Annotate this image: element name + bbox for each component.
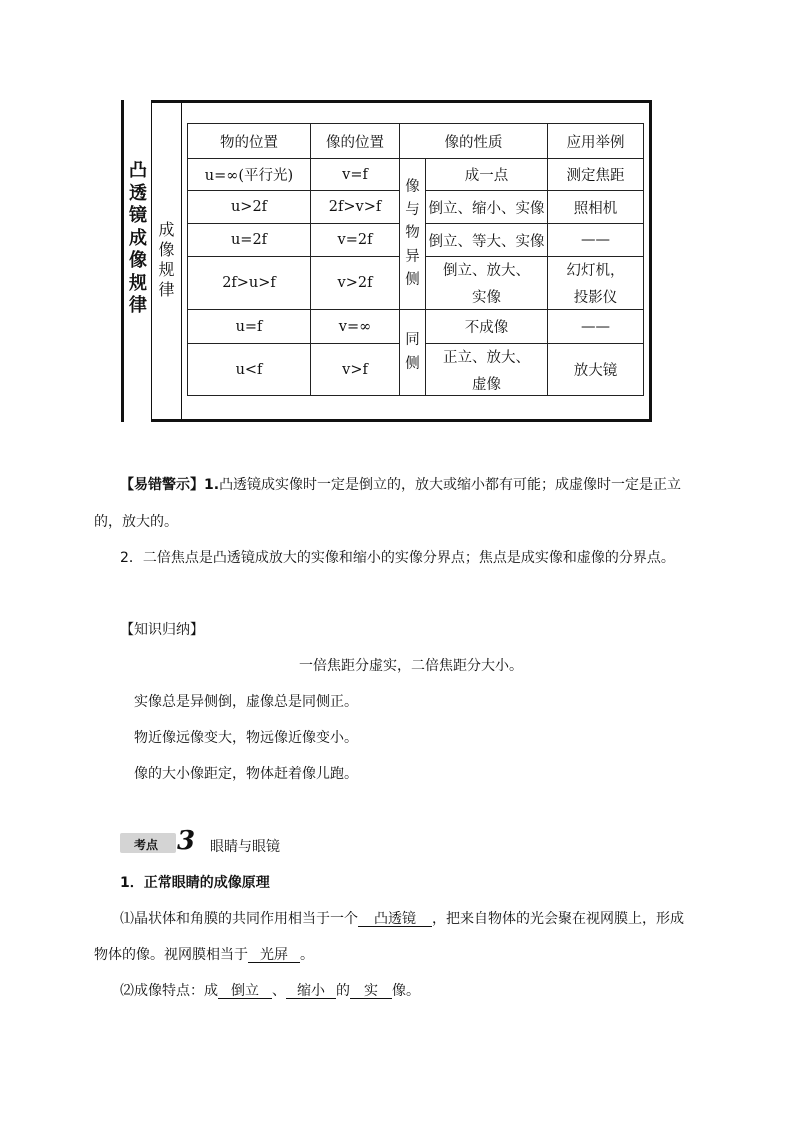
summary-line-4: 像的大小像距定，物体赶着像儿跑。 bbox=[134, 766, 358, 782]
cell-use: 放大镜 bbox=[548, 344, 644, 396]
header-image-nature: 像的性质 bbox=[400, 124, 548, 159]
cell-object: 2f>u>f bbox=[188, 257, 311, 310]
warning-item1-text: 凸透镜成实像时一定是倒立的，放大或缩小都有可能；成虚像时一定是正立 bbox=[219, 477, 682, 493]
cell-object: u=2f bbox=[188, 224, 311, 257]
frame-divider-2 bbox=[181, 100, 182, 422]
summary-label: 【知识归纳】 bbox=[120, 622, 204, 638]
warning-line-2: 的，放大的。 bbox=[94, 514, 178, 530]
cell-object: u=∞(平行光) bbox=[188, 159, 311, 191]
cell-use: —— bbox=[548, 310, 644, 344]
cell-object: u=f bbox=[188, 310, 311, 344]
lens-rules-table bbox=[187, 123, 644, 396]
cell-object: u>2f bbox=[188, 191, 311, 224]
section-badge-number: 3 bbox=[177, 826, 196, 856]
paragraph-1-line-1: ⑴晶状体和角膜的共同作用相当于一个 凸透镜 ，把来自物体的光会聚在视网膜上，形成 bbox=[120, 911, 684, 927]
cell-nature: 倒立、等大、实像 bbox=[426, 224, 548, 257]
cell-image: 2f>v>f bbox=[311, 191, 400, 224]
blank-inverted: 倒立 bbox=[218, 984, 272, 999]
cell-image: v=∞ bbox=[311, 310, 400, 344]
cell-object: u<f bbox=[188, 344, 311, 396]
section-title: 眼睛与眼镜 bbox=[210, 839, 280, 855]
blank-screen: 光屏 bbox=[248, 948, 300, 963]
cell-nature: 成一点 bbox=[426, 159, 548, 191]
summary-line-2: 实像总是异侧倒，虚像总是同侧正。 bbox=[134, 694, 358, 710]
warning-line-1 bbox=[120, 478, 681, 492]
section-badge-label: 考点 bbox=[134, 838, 159, 852]
frame-left-border bbox=[121, 100, 124, 422]
cell-nature: 倒立、放大、 实像 bbox=[426, 257, 548, 310]
cell-nature: 倒立、缩小、实像 bbox=[426, 191, 548, 224]
blank-convex-lens: 凸透镜 bbox=[358, 912, 432, 927]
header-image-position: 像的位置 bbox=[311, 124, 400, 159]
table-row bbox=[188, 159, 644, 191]
table-header-row bbox=[188, 124, 644, 159]
cell-nature: 正立、放大、 虚像 bbox=[426, 344, 548, 396]
table-row bbox=[188, 310, 644, 344]
cell-nature: 不成像 bbox=[426, 310, 548, 344]
table-left-title: 凸透镜成像规律 bbox=[129, 160, 147, 316]
frame-right-border bbox=[649, 100, 652, 422]
blank-real: 实 bbox=[350, 984, 392, 999]
cell-use: 测定焦距 bbox=[548, 159, 644, 191]
cell-use: —— bbox=[548, 224, 644, 257]
warning-item-2: 2．二倍焦点是凸透镜成放大的实像和缩小的实像分界点；焦点是成实像和虚像的分界点。 bbox=[120, 550, 675, 566]
frame-top-border bbox=[151, 100, 651, 103]
header-object-position: 物的位置 bbox=[188, 124, 311, 159]
cell-use: 照相机 bbox=[548, 191, 644, 224]
cell-use: 幻灯机， 投影仪 bbox=[548, 257, 644, 310]
cell-image: v>f bbox=[311, 344, 400, 396]
cell-image: v>2f bbox=[311, 257, 400, 310]
cell-image: v=2f bbox=[311, 224, 400, 257]
summary-line-1: 一倍焦距分虚实，二倍焦距分大小。 bbox=[299, 658, 523, 674]
section-heading: 1．正常眼睛的成像原理 bbox=[120, 875, 270, 891]
paragraph-2: ⑵成像特点：成 倒立 、 缩小 的 实 像。 bbox=[120, 983, 420, 999]
side-label-opposite: 像与物异侧 bbox=[400, 159, 426, 310]
header-application: 应用举例 bbox=[548, 124, 644, 159]
paragraph-1-line-2: 物体的像。视网膜相当于 光屏 。 bbox=[94, 947, 314, 963]
summary-line-3: 物近像远像变大，物远像近像变小。 bbox=[134, 730, 358, 746]
warning-item1-num: 1. bbox=[204, 477, 220, 493]
frame-bottom-border bbox=[151, 419, 651, 422]
table-sub-title: 成像规律 bbox=[158, 220, 175, 299]
cell-image: v=f bbox=[311, 159, 400, 191]
warning-label: 【易错警示】 bbox=[120, 477, 204, 493]
blank-reduced: 缩小 bbox=[286, 984, 336, 999]
side-label-same: 同侧 bbox=[400, 310, 426, 396]
